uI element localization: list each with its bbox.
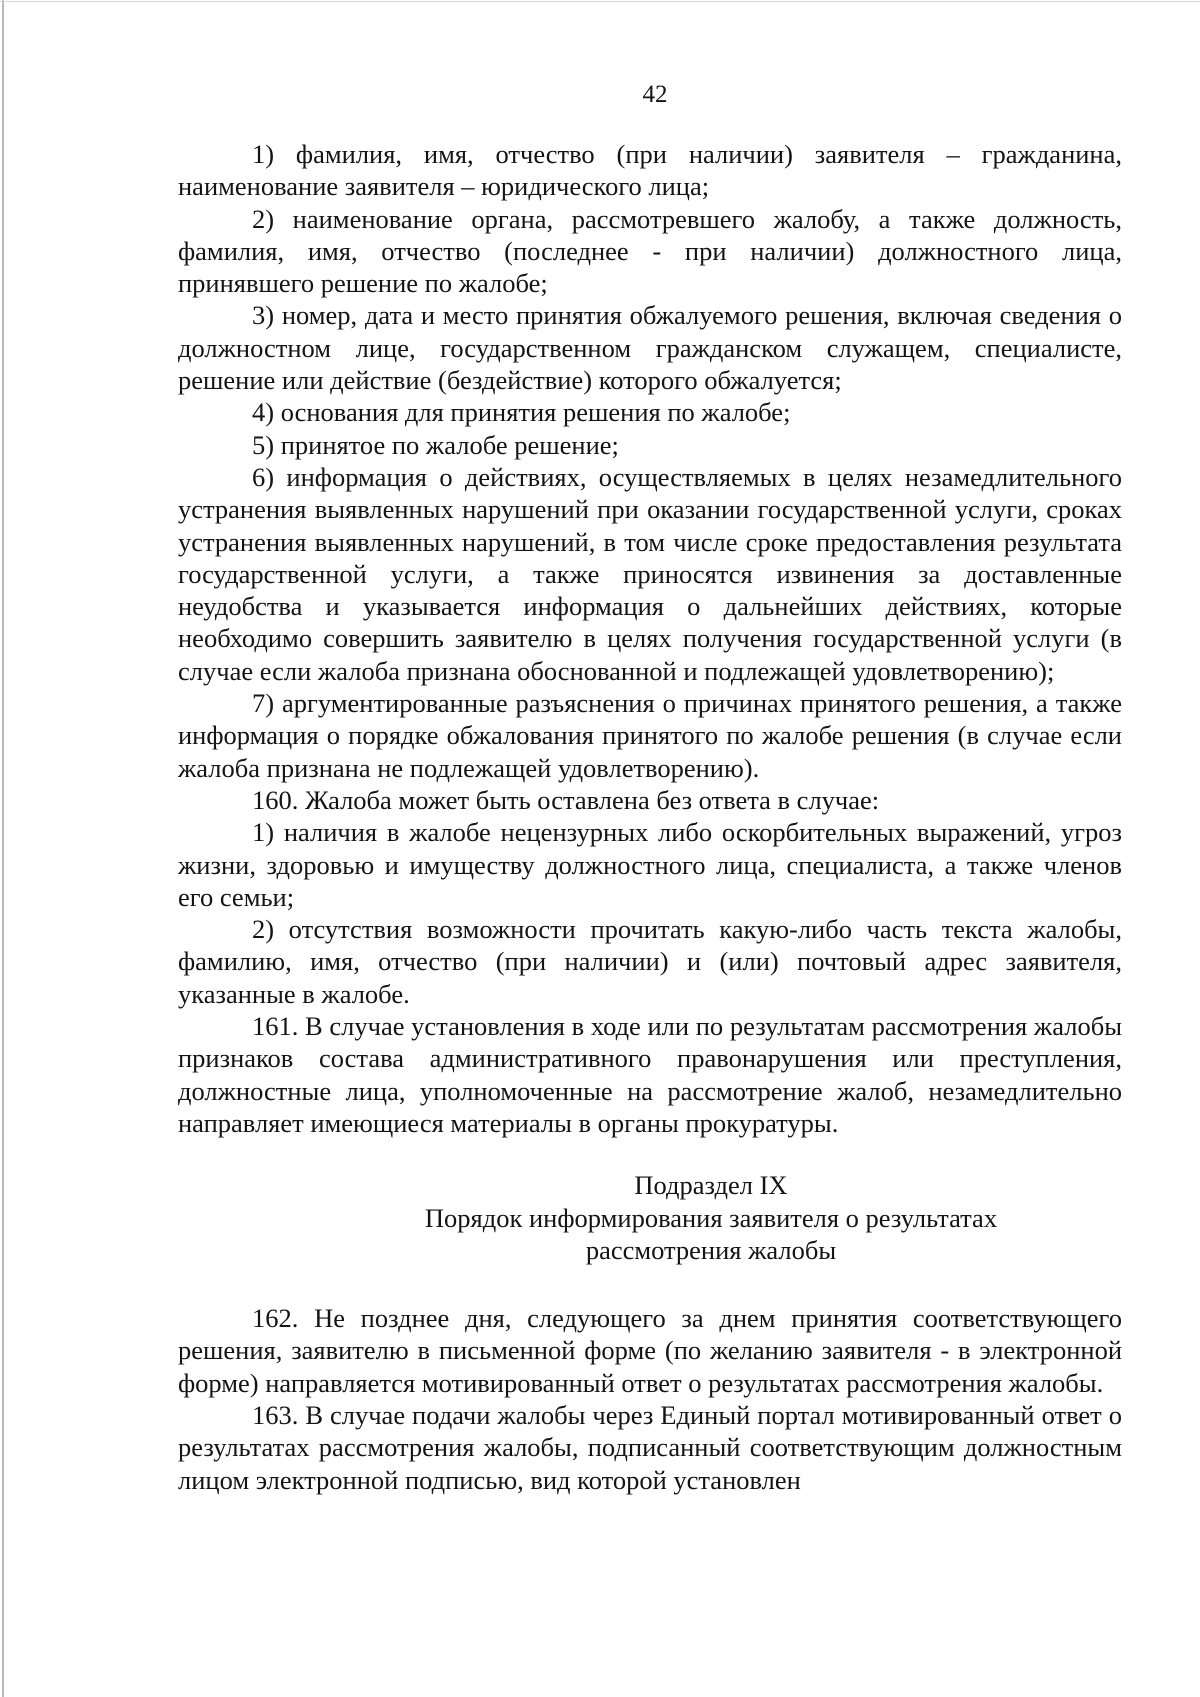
- scan-edge-left: [2, 0, 4, 1697]
- subsection-heading: [178, 1169, 1122, 1266]
- paragraph-163: 163. В случае подачи жалобы через Единый портал мотивированный ответ о результатах рассмотрения жалобы, подписанный соответствующим должностным лицом электронной подписью, вид которой установлен: [178, 1399, 1122, 1495]
- subsection-title-line-2: рассмотрения жалобы: [585, 1234, 837, 1265]
- paragraph-160-item-2: 2) отсутствия возможности прочитать какую-либо часть текста жалобы, фамилию, имя, отчество (при наличии) и (или) почтовый адрес заявителя, указанные в жалобе.: [178, 914, 1122, 1009]
- paragraph-160: 160. Жалоба может быть оставлена без ответа в случае:: [252, 784, 880, 815]
- paragraph-item-1: 1) фамилия, имя, отчество (при наличии) заявителя – гражданина, наименование заявителя – юридического лица;: [178, 139, 1122, 202]
- paragraph-161: 161. В случае установления в ходе или по результатам рассмотрения жалобы признаков состава административного правонарушения или преступления, должностные лица, уполномоченные на рассмотрение жалоб, незамедлительно направляет имеющиеся материалы в органы прокуратуры.: [178, 1011, 1122, 1138]
- paragraph-item-7: 7) аргументированные разъяснения о причинах принятого решения, а также информация о порядке обжалования принятого по жалобе решения (в случае если жалоба признана не подлежащей удовлетворению).: [178, 688, 1122, 783]
- subsection-title-line-1: Порядок информирования заявителя о результатах: [424, 1202, 998, 1233]
- paragraph-162: 162. Не позднее дня, следующего за днем принятия соответствующего решения, заявителю в письменной форме (по желанию заявителя - в электронной форме) направляется мотивированный ответ о результатах рассмотрения жалобы.: [178, 1303, 1122, 1398]
- paragraph-item-4: 4) основания для принятия решения по жалобе;: [252, 397, 791, 428]
- paragraph-item-6: 6) информация о действиях, осуществляемых в целях незамедлительного устранения выявленных нарушений при оказании государственной услуги, сроках устранения выявленных нарушений, в том числе сроке предоставления результата государственной услуги, а также приносятся извинения за доставленные неудобства и указывается информация о дальнейших действиях, которые необходимо совершить заявителю в целях получения государственной услуги (в случае если жалоба признана обоснованной и подлежащей удовлетворению);: [178, 461, 1122, 686]
- scan-edge-top: [0, 1, 1200, 2]
- paragraph-160-item-1: 1) наличия в жалобе нецензурных либо оскорбительных выражений, угроз жизни, здоровью и имуществу должностного лица, специалиста, а также членов его семьи;: [178, 817, 1122, 912]
- paragraph-item-2: 2) наименование органа, рассмотревшего жалобу, а также должность, фамилия, имя, отчество (последнее - при наличии) должностного лица, принявшего решение по жалобе;: [178, 203, 1122, 299]
- document-body: [178, 138, 1122, 1496]
- paragraph-item-5: 5) принятое по жалобе решение;: [252, 429, 619, 460]
- paragraph-item-3: 3) номер, дата и место принятия обжалуемого решения, включая сведения о должностном лице, государственном гражданском служащем, специалисте, решение или действие (бездействие) которого обжалуется;: [178, 300, 1122, 396]
- subsection-number: Подраздел IX: [634, 1170, 788, 1201]
- page-number: 42: [642, 81, 668, 108]
